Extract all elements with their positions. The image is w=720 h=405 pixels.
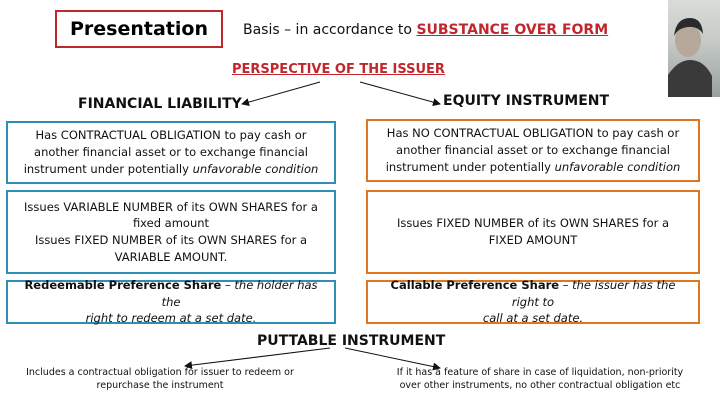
puttable-right-note: If it has a feature of share in case of liquidation, non-priority over other instruments, no other contractual obligation etc bbox=[396, 367, 684, 391]
equity-box1-line3: instrument under potentially unfavorable condition bbox=[385, 159, 681, 174]
financial-liability-heading: FINANCIAL LIABILITY bbox=[78, 96, 242, 112]
liability-box3-line2: right to redeem at a set date. bbox=[85, 311, 257, 326]
liability-box2-line1: Issues VARIABLE NUMBER of its OWN SHARES for a bbox=[24, 199, 318, 214]
arrow-to-left-note bbox=[185, 348, 330, 366]
liability-box2-line4: VARIABLE AMOUNT. bbox=[114, 249, 228, 264]
liability-shares-box bbox=[6, 190, 336, 274]
liability-box1-line3: instrument under potentially unfavorable condition bbox=[23, 161, 319, 176]
arrow-to-liability bbox=[242, 82, 320, 104]
callable-preference-box bbox=[366, 280, 700, 324]
liability-box2-line3: Issues FIXED NUMBER of its OWN SHARES for a bbox=[34, 233, 308, 247]
equity-box1-line1: Has NO CONTRACTUAL OBLIGATION to pay cash or bbox=[386, 126, 680, 141]
equity-box2-line1: Issues FIXED NUMBER of its OWN SHARES for a bbox=[396, 216, 670, 231]
redeemable-preference-box bbox=[6, 280, 336, 324]
basis-highlight: SUBSTANCE OVER FORM bbox=[416, 22, 609, 38]
perspective-heading: PERSPECTIVE OF THE ISSUER bbox=[232, 62, 445, 77]
puttable-instrument-heading: PUTTABLE INSTRUMENT bbox=[257, 333, 446, 349]
person-icon bbox=[668, 0, 720, 97]
title-text: Presentation bbox=[70, 18, 208, 40]
equity-instrument-heading: EQUITY INSTRUMENT bbox=[443, 93, 610, 109]
liability-box1-line1: Has CONTRACTUAL OBLIGATION to pay cash or bbox=[35, 128, 307, 143]
arrow-to-right-note bbox=[345, 348, 440, 368]
presenter-video-thumbnail bbox=[668, 0, 720, 97]
equity-box1-line2: another financial asset or to exchange financial bbox=[396, 143, 670, 158]
liability-box1-line2: another financial asset or to exchange financial bbox=[34, 145, 308, 160]
equity-obligation-box bbox=[366, 119, 700, 182]
arrow-to-equity bbox=[360, 82, 440, 104]
basis-prefix: Basis – in accordance to bbox=[243, 22, 417, 38]
liability-obligation-box bbox=[6, 121, 336, 184]
equity-box3-line2: call at a set date. bbox=[482, 311, 584, 326]
equity-box3-line1: Callable Preference Share – the issuer has the right to bbox=[390, 278, 676, 309]
liability-box2-line2: fixed amount bbox=[132, 216, 210, 231]
puttable-left-note: Includes a contractual obligation for issuer to redeem or repurchase the instrument bbox=[26, 367, 294, 391]
equity-shares-box bbox=[366, 190, 700, 274]
equity-box2-line2: FIXED AMOUNT bbox=[488, 233, 578, 247]
liability-box3-line1: Redeemable Preference Share – the holder has the bbox=[24, 278, 318, 309]
